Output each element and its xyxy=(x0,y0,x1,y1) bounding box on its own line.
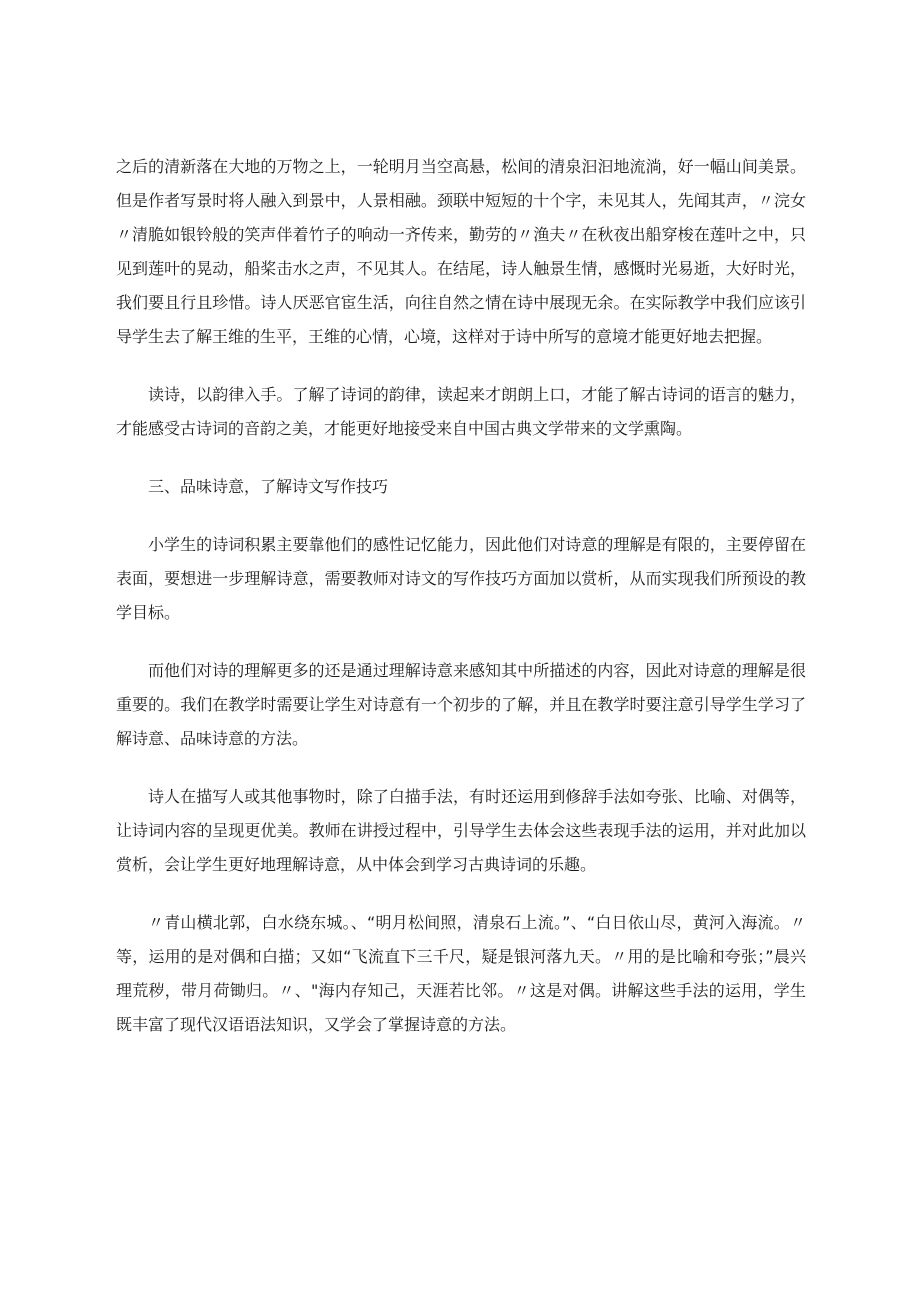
section-heading: 三、品味诗意，了解诗文写作技巧 xyxy=(148,477,389,496)
document-body xyxy=(116,150,806,1066)
paragraph-landscape-analysis: 之后的清新落在大地的万物之上，一轮明月当空高悬，松间的清泉汩汩地流淌，好一幅山间美景。但是作者写景时将人融入到景中，人景相融。颈联中短短的十个字，未见其人，先闻其声，〃浣女〃清脆如银铃般的笑声伴着竹子的响动一齐传来，勤劳的〃渔夫〃在秋夜出船穿梭在莲叶之中，只见到莲叶的晃动，船桨击水之声，不见其人。在结尾，诗人触景生情，感慨时光易逝，大好时光，我们要且行且珍惜。诗人厌恶官宦生活，向往自然之情在诗中展现无余。在实际教学中我们应该引导学生去了解王维的生平，王维的心情，心境，这样对于诗中所写的意境才能更好地去把握。 xyxy=(116,157,806,346)
paragraph-examples: 〃青山横北郭，白水绕东城。、“明月松间照，清泉石上流。”、“白日依山尽，黄河入海流。〃等，运用的是对偶和白描；又如“飞流直下三千尺，疑是银河落九天。〃用的是比喻和夸张；”晨兴理荒秽，带月荷锄归。〃、"海内存知己，天涯若比邻。〃这是对偶。讲解这些手法的运用，学生既丰富了现代汉语语法知识，又学会了掌握诗意的方法。 xyxy=(116,913,806,1034)
paragraph-understanding-meaning: 而他们对诗的理解更多的还是通过理解诗意来感知其中所描述的内容，因此对诗意的理解是很重要的。我们在教学时需要让学生对诗意有一个初步的了解，并且在教学时要注意引导学生学习了解诗意、品味诗意的方法。 xyxy=(116,661,806,748)
paragraph-poetry-memory: 小学生的诗词积累主要靠他们的感性记忆能力，因此他们对诗意的理解是有限的，主要停留在表面，要想进一步理解诗意，需要教师对诗文的写作技巧方面加以赏析，从而实现我们所预设的教学目标。 xyxy=(116,535,806,622)
paragraph-rhetorical-techniques: 诗人在描写人或其他事物时，除了白描手法，有时还运用到修辞手法如夸张、比喻、对偶等，让诗词内容的呈现更优美。教师在讲授过程中，引导学生去体会这些表现手法的运用，并对此加以赏析，会让学生更好地理解诗意，从中体会到学习古典诗词的乐趣。 xyxy=(116,787,806,874)
paragraph-reading-rhythm: 读诗，以韵律入手。了解了诗词的韵律，读起来才朗朗上口，才能了解古诗词的语言的魅力，才能感受古诗词的音韵之美，才能更好地接受来自中国古典文学带来的文学熏陶。 xyxy=(116,385,806,438)
